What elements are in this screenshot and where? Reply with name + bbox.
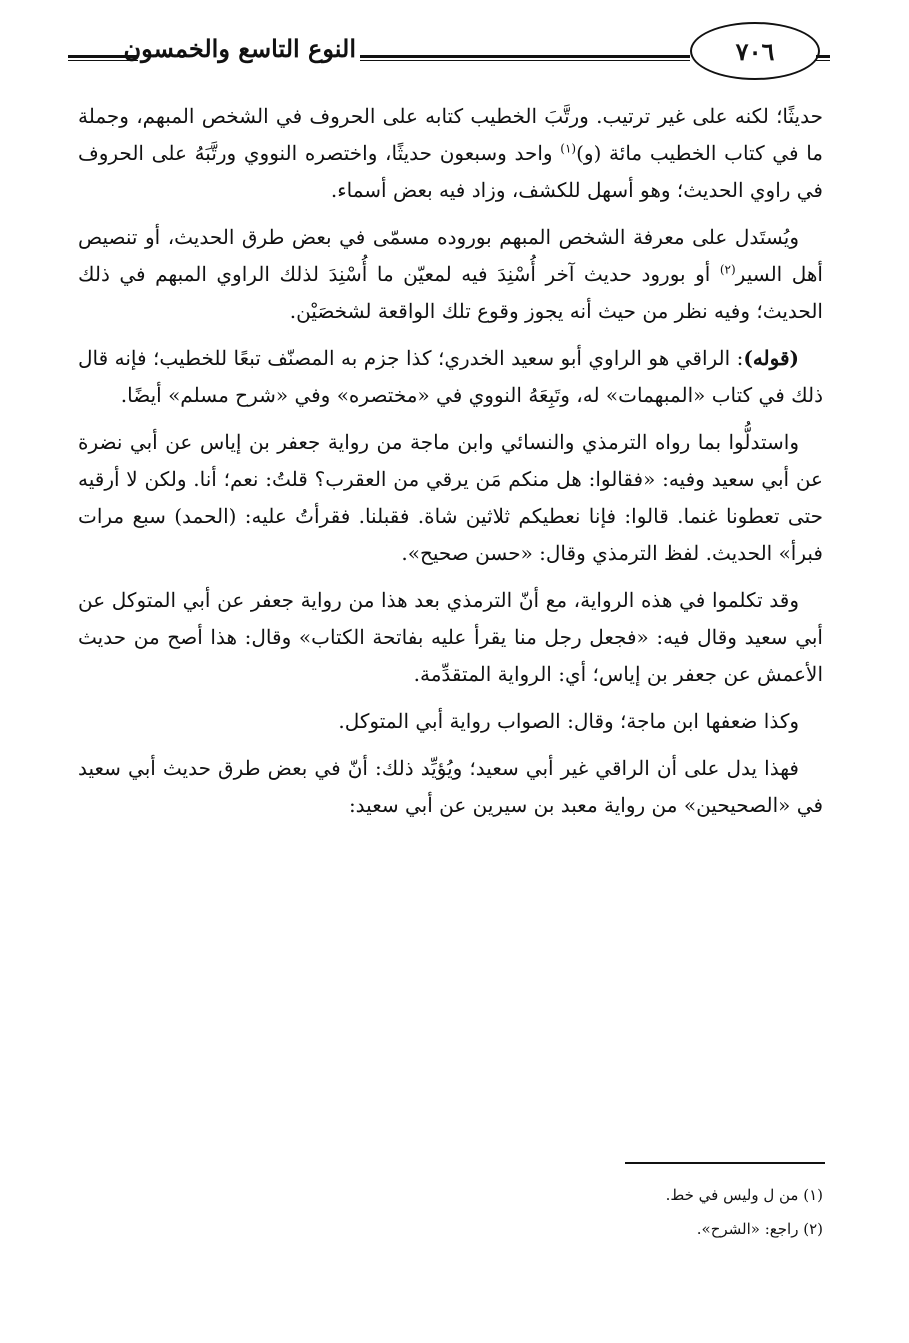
text-run: فهذا يدل على أن الراقي غير أبي سعيد؛ ويُؤيِّد ذلك: أنّ في بعض طرق حديث أبي سعيد في «الصحيحين» من رواية معبد بن سيرين عن أبي سعيد:	[78, 756, 823, 817]
text-run: وقد تكلموا في هذه الرواية، مع أنّ الترمذي بعد هذا من رواية جعفر عن أبي المتوكل عن أبي سعيد وقال فيه: «فجعل رجل منا يقرأ عليه بفاتحة الكتاب» وقال: هذا أصح من حديث الأعمش عن جعفر بن إياس؛ أي: الرواية المتقدِّمة.	[78, 588, 823, 686]
paragraph-p5	[78, 582, 823, 693]
keyword-label: (قوله)	[743, 346, 799, 370]
chapter-title: النوع التاسع والخمسون	[123, 34, 356, 63]
text-run: حديثًا؛ لكنه على غير ترتيب. ورتَّبَ الخطيب كتابه على الحروف في الشخص المبهم، وجملة ما في كتاب الخطيب مائة (و)	[78, 104, 824, 165]
main-text	[78, 98, 823, 834]
footnote-reference: (٢)	[719, 262, 736, 277]
footnotes	[78, 1178, 823, 1246]
text-run: وكذا ضعفها ابن ماجة؛ وقال: الصواب رواية أبي المتوكل.	[338, 709, 799, 733]
text-run: واستدلُّوا بما رواه الترمذي والنسائي وابن ماجة من رواية جعفر بن إياس عن أبي نضرة عن أبي سعيد وفيه: «فقالوا: هل منكم مَن يرقي من العقرب؟ قلتُ: نعم؛ أنا. ولكن لا أرقيه حتى تعطونا غنما. قالوا: فإنا نعطيكم ثلاثين شاة. فقبلنا. فقرأتُ عليه: (الحمد) سبع مرات فبرأ» الحديث. لفظ الترمذي وقال: «حسن صحيح».	[78, 430, 823, 565]
footnote-reference: (١)	[560, 141, 577, 156]
footnote-item: (١) من ل وليس في خط.	[665, 1186, 823, 1204]
paragraph-p7	[78, 750, 823, 824]
text-run: ويُستَدل على معرفة الشخص المبهم بوروده مسمّى في بعض طرق الحديث، أو تنصيص أهل السير	[78, 225, 823, 286]
header-rule-right	[816, 55, 830, 61]
text-run: : الراقي هو الراوي أبو سعيد الخدري؛ كذا جزم به المصنّف تبعًا للخطيب؛ فإنه قال ذلك في كتاب «المبهمات» له، وتَبِعَهُ النووي في «مختصره» وفي «شرح مسلم» أيضًا.	[78, 346, 823, 407]
page-header	[68, 18, 828, 80]
page-number: ٧٠٦	[690, 22, 820, 80]
header-rule-middle	[360, 55, 690, 61]
paragraph-p2	[78, 219, 823, 330]
paragraph-p3	[78, 340, 823, 414]
text-run: واحد وسبعون حديثًا، واختصره النووي ورتَّبَهُ على الحروف في راوي الحديث؛ وهو أسهل للكشف، وزاد فيه بعض أسماء.	[78, 141, 823, 202]
footnote-separator	[625, 1162, 825, 1164]
paragraph-p1	[78, 98, 823, 209]
text-run: أو بورود حديث آخر أُسْنِدَ فيه لمعيّن ما أُسْنِدَ لذلك الراوي المبهم في ذلك الحديث؛ وفيه نظر من حيث أنه يجوز وقوع تلك الواقعة لشخصَيْن.	[78, 262, 823, 323]
footnote-item: (٢) راجع: «الشرح».	[696, 1220, 823, 1238]
paragraph-p4	[78, 424, 823, 572]
paragraph-p6	[78, 703, 823, 740]
